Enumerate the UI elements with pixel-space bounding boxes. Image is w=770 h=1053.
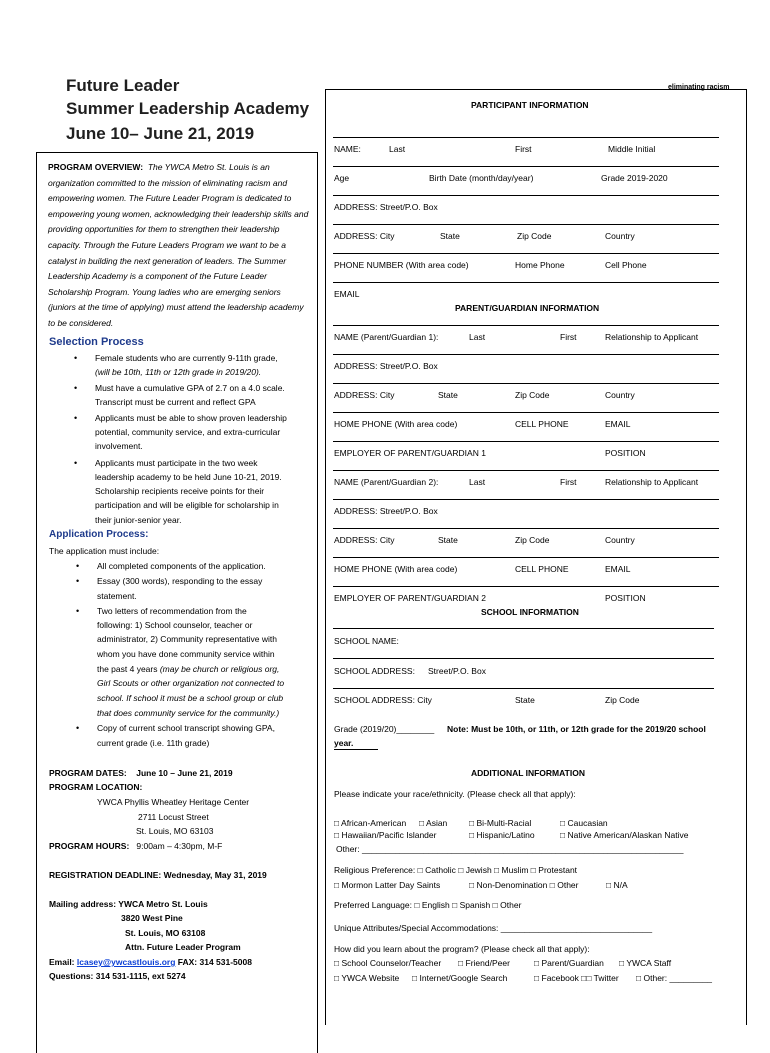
learn-counselor[interactable]: □ School Counselor/Teacher (334, 958, 442, 968)
application-item-4: Copy of current school transcript showing GPA, (97, 723, 275, 733)
learn-other[interactable]: □ Other: _________ (636, 973, 713, 983)
program-dates: PROGRAM DATES: June 10 – June 21, 2019 (49, 768, 233, 778)
school-city-label: SCHOOL ADDRESS: City (334, 695, 432, 705)
parent2-email-label: EMAIL (605, 564, 631, 574)
application-item-3f: Girl Scouts or other organization not connected to (97, 678, 285, 688)
parent1-first-label: First (560, 332, 577, 342)
parent1-last-label: Last (469, 332, 486, 342)
selection-item-4b: leadership academy to be held June 10-21, 2019. (95, 472, 282, 482)
learn-website[interactable]: □ YWCA Website (334, 973, 400, 983)
race-hawaiian[interactable]: □ Hawaiian/Pacific Islander (334, 830, 437, 840)
application-item-4b: current grade (i.e. 11th grade) (97, 738, 210, 748)
title-line-3: June 10– June 21, 2019 (66, 124, 255, 143)
mailing-address-2: 3820 West Pine (121, 913, 183, 923)
country-label: Country (605, 231, 635, 241)
parent2-employer-label: EMPLOYER OF PARENT/GUARDIAN 2 (334, 593, 486, 603)
location-line-3: St. Louis, MO 63103 (136, 826, 214, 836)
parent2-last-label: Last (469, 477, 486, 487)
parent1-email-label: EMAIL (605, 419, 631, 429)
parent1-cell-label: CELL PHONE (515, 419, 569, 429)
selection-item-2: Must have a cumulative GPA of 2.7 on a 4.0 scale. (95, 383, 285, 393)
parent2-relationship-label: Relationship to Applicant (605, 477, 699, 487)
registration-deadline: REGISTRATION DEADLINE: Wednesday, May 31, 2019 (49, 870, 267, 880)
parent1-address-label: ADDRESS: Street/P.O. Box (334, 361, 438, 371)
program-hours: PROGRAM HOURS: 9:00am – 4:30pm, M-F (49, 841, 223, 851)
email-label: EMAIL (334, 289, 360, 299)
race-asian[interactable]: □ Asian (419, 818, 448, 828)
cell-phone-label: Cell Phone (605, 260, 647, 270)
race-hispanic[interactable]: □ Hispanic/Latino (469, 830, 535, 840)
parent1-employer-label: EMPLOYER OF PARENT/GUARDIAN 1 (334, 448, 486, 458)
learn-internet[interactable]: □ Internet/Google Search (412, 973, 508, 983)
application-item-1: All completed components of the application. (97, 561, 266, 571)
location-line-1: YWCA Phyllis Wheatley Heritage Center (97, 797, 250, 807)
participant-heading: PARTICIPANT INFORMATION (471, 100, 589, 110)
selection-item-4: Applicants must participate in the two week (95, 458, 258, 468)
parent1-relationship-label: Relationship to Applicant (605, 332, 699, 342)
learn-social[interactable]: □ Facebook □□ Twitter (534, 973, 619, 983)
parent2-address-label: ADDRESS: Street/P.O. Box (334, 506, 438, 516)
religion-mormon[interactable]: □ Mormon Latter Day Saints (334, 880, 441, 890)
race-other-field[interactable]: Other: ____________________________________________________________________ (336, 844, 684, 854)
application-item-3e: the past 4 years (may be church or religious org, (97, 664, 280, 674)
contact-email-fax: Email: lcasey@ywcastlouis.org FAX: 314 531-5008 (49, 957, 252, 967)
school-name-label: SCHOOL NAME: (334, 636, 399, 646)
learn-ywca-staff[interactable]: □ YWCA Staff (619, 958, 672, 968)
school-zip-label: Zip Code (605, 695, 640, 705)
grade-label: Grade 2019-2020 (601, 173, 668, 183)
parent2-first-label: First (560, 477, 577, 487)
parent1-zip-label: Zip Code (515, 390, 550, 400)
selection-item-1b: (will be 10th, 11th or 12th grade in 2019/20). (95, 367, 262, 377)
parent2-country-label: Country (605, 535, 635, 545)
parent1-state-label: State (438, 390, 458, 400)
birth-label: Birth Date (month/day/year) (429, 173, 534, 183)
state-label: State (440, 231, 460, 241)
application-item-3g: school. If school it must be a school group or club (97, 693, 284, 703)
application-intro: The application must include: (49, 546, 160, 556)
parent2-home-label: HOME PHONE (With area code) (334, 564, 458, 574)
program-overview: PROGRAM OVERVIEW: The YWCA Metro St. Louis is an organization committed to the mission of eliminating racism and empowering women. The Future Leader Program is dedicated to empowering young women, acknowledging their leadership skills and providing opportunities for them to strengthen their leadership capacity. Through the Future Leaders Program we want to be a catalyst in building the next generation of leaders. The Summer Leadership Academy is a component of the Future Leader Scholarship Program. Young ladies who are emerging seniors (juniors at the time of applying) must attend the leadership academy to be considered. (48, 162, 309, 328)
selection-item-1: Female students who are currently 9-11th grade, (95, 353, 278, 363)
first-label: First (515, 144, 532, 154)
parent2-state-label: State (438, 535, 458, 545)
application-item-3c: administrator, 2) Community representative with (97, 634, 277, 644)
application-item-3: Two letters of recommendation from the (97, 606, 247, 616)
school-grade-note-year: year. (334, 737, 378, 750)
school-state-label: State (515, 695, 535, 705)
race-bi-multi-racial[interactable]: □ Bi-Multi-Racial (469, 818, 532, 828)
additional-heading: ADDITIONAL INFORMATION (471, 768, 585, 778)
race-native-american[interactable]: □ Native American/Alaskan Native (560, 830, 689, 840)
learn-friend[interactable]: □ Friend/Peer (458, 958, 510, 968)
name-label: NAME: (334, 144, 361, 154)
mailing-address-4: Attn. Future Leader Program (125, 942, 241, 952)
application-item-3h: that does community service for the community.) (97, 708, 280, 718)
parent-heading: PARENT/GUARDIAN INFORMATION (455, 303, 600, 313)
religion-options[interactable]: Religious Preference: □ Catholic □ Jewish □ Muslim □ Protestant (334, 865, 578, 875)
school-address-label: SCHOOL ADDRESS: (334, 666, 415, 676)
address-label: ADDRESS: Street/P.O. Box (334, 202, 438, 212)
city-label: ADDRESS: City (334, 231, 395, 241)
race-caucasian[interactable]: □ Caucasian (560, 818, 608, 828)
application-item-3d: whom you have done community service within (97, 649, 275, 659)
mailing-address-1: Mailing address: YWCA Metro St. Louis (49, 899, 208, 909)
school-street-label: Street/P.O. Box (428, 666, 486, 676)
learn-parent[interactable]: □ Parent/Guardian (534, 958, 604, 968)
zip-label: Zip Code (517, 231, 552, 241)
parent1-name-label: NAME (Parent/Guardian 1): (334, 332, 439, 342)
middle-label: Middle Initial (608, 144, 656, 154)
parent1-position-label: POSITION (605, 448, 646, 458)
age-label: Age (334, 173, 350, 183)
application-item-2b: statement. (97, 591, 137, 601)
selection-item-3: Applicants must be able to show proven leadership (95, 413, 287, 423)
selection-heading: Selection Process (49, 336, 144, 348)
location-line-2: 2711 Locust Street (138, 812, 209, 822)
selection-item-4d: participation and will be eligible for scholarship in (95, 500, 279, 510)
application-item-2: Essay (300 words), responding to the essay (97, 576, 263, 586)
school-grade-note: Note: Must be 10th, or 11th, or 12th grade for the 2019/20 school (447, 724, 706, 734)
last-label: Last (389, 144, 406, 154)
school-grade-label: Grade (2019/20)________ (334, 724, 435, 734)
learn-question: How did you learn about the program? (Please check all that apply): (334, 944, 590, 954)
selection-item-4e: their junior-senior year. (95, 515, 182, 525)
parent1-country-label: Country (605, 390, 635, 400)
parent1-city-label: ADDRESS: City (334, 390, 395, 400)
religion-non-denomination[interactable]: □ Non-Denomination □ Other (469, 880, 579, 890)
selection-item-4c: Scholarship recipients receive points for their (95, 486, 265, 496)
unique-attributes-field[interactable]: Unique Attributes/Special Accommodations: ________________________________ (334, 923, 653, 933)
parent1-home-label: HOME PHONE (With area code) (334, 419, 458, 429)
race-question: Please indicate your race/ethnicity. (Please check all that apply): (334, 789, 576, 799)
phone-label: PHONE NUMBER (With area code) (334, 260, 469, 270)
title-line-1: Future Leader (66, 76, 180, 95)
parent2-cell-label: CELL PHONE (515, 564, 569, 574)
application-item-3b: following: 1) School counselor, teacher or (97, 620, 253, 630)
language-options[interactable]: Preferred Language: □ English □ Spanish □ Other (334, 900, 522, 910)
school-heading: SCHOOL INFORMATION (481, 607, 579, 617)
parent2-city-label: ADDRESS: City (334, 535, 395, 545)
email-link[interactable]: lcasey@ywcastlouis.org (76, 957, 176, 967)
parent2-zip-label: Zip Code (515, 535, 550, 545)
parent2-name-label: NAME (Parent/Guardian 2): (334, 477, 439, 487)
religion-na[interactable]: □ N/A (606, 880, 628, 890)
selection-item-2b: Transcript must be current and reflect GPA (95, 397, 256, 407)
parent2-position-label: POSITION (605, 593, 646, 603)
race-african-american[interactable]: □ African-American (334, 818, 407, 828)
title-line-2: Summer Leadership Academy (66, 99, 310, 118)
home-phone-label: Home Phone (515, 260, 565, 270)
questions-phone: Questions: 314 531-1115, ext 5274 (49, 971, 186, 981)
selection-item-3b: potential, community service, and extra-curricular (95, 427, 281, 437)
logo-tagline: eliminating racism (668, 84, 730, 91)
selection-item-3c: involvement. (95, 441, 143, 451)
program-location-label: PROGRAM LOCATION: (49, 782, 143, 792)
mailing-address-3: St. Louis, MO 63108 (125, 928, 206, 938)
application-heading: Application Process: (49, 529, 149, 540)
